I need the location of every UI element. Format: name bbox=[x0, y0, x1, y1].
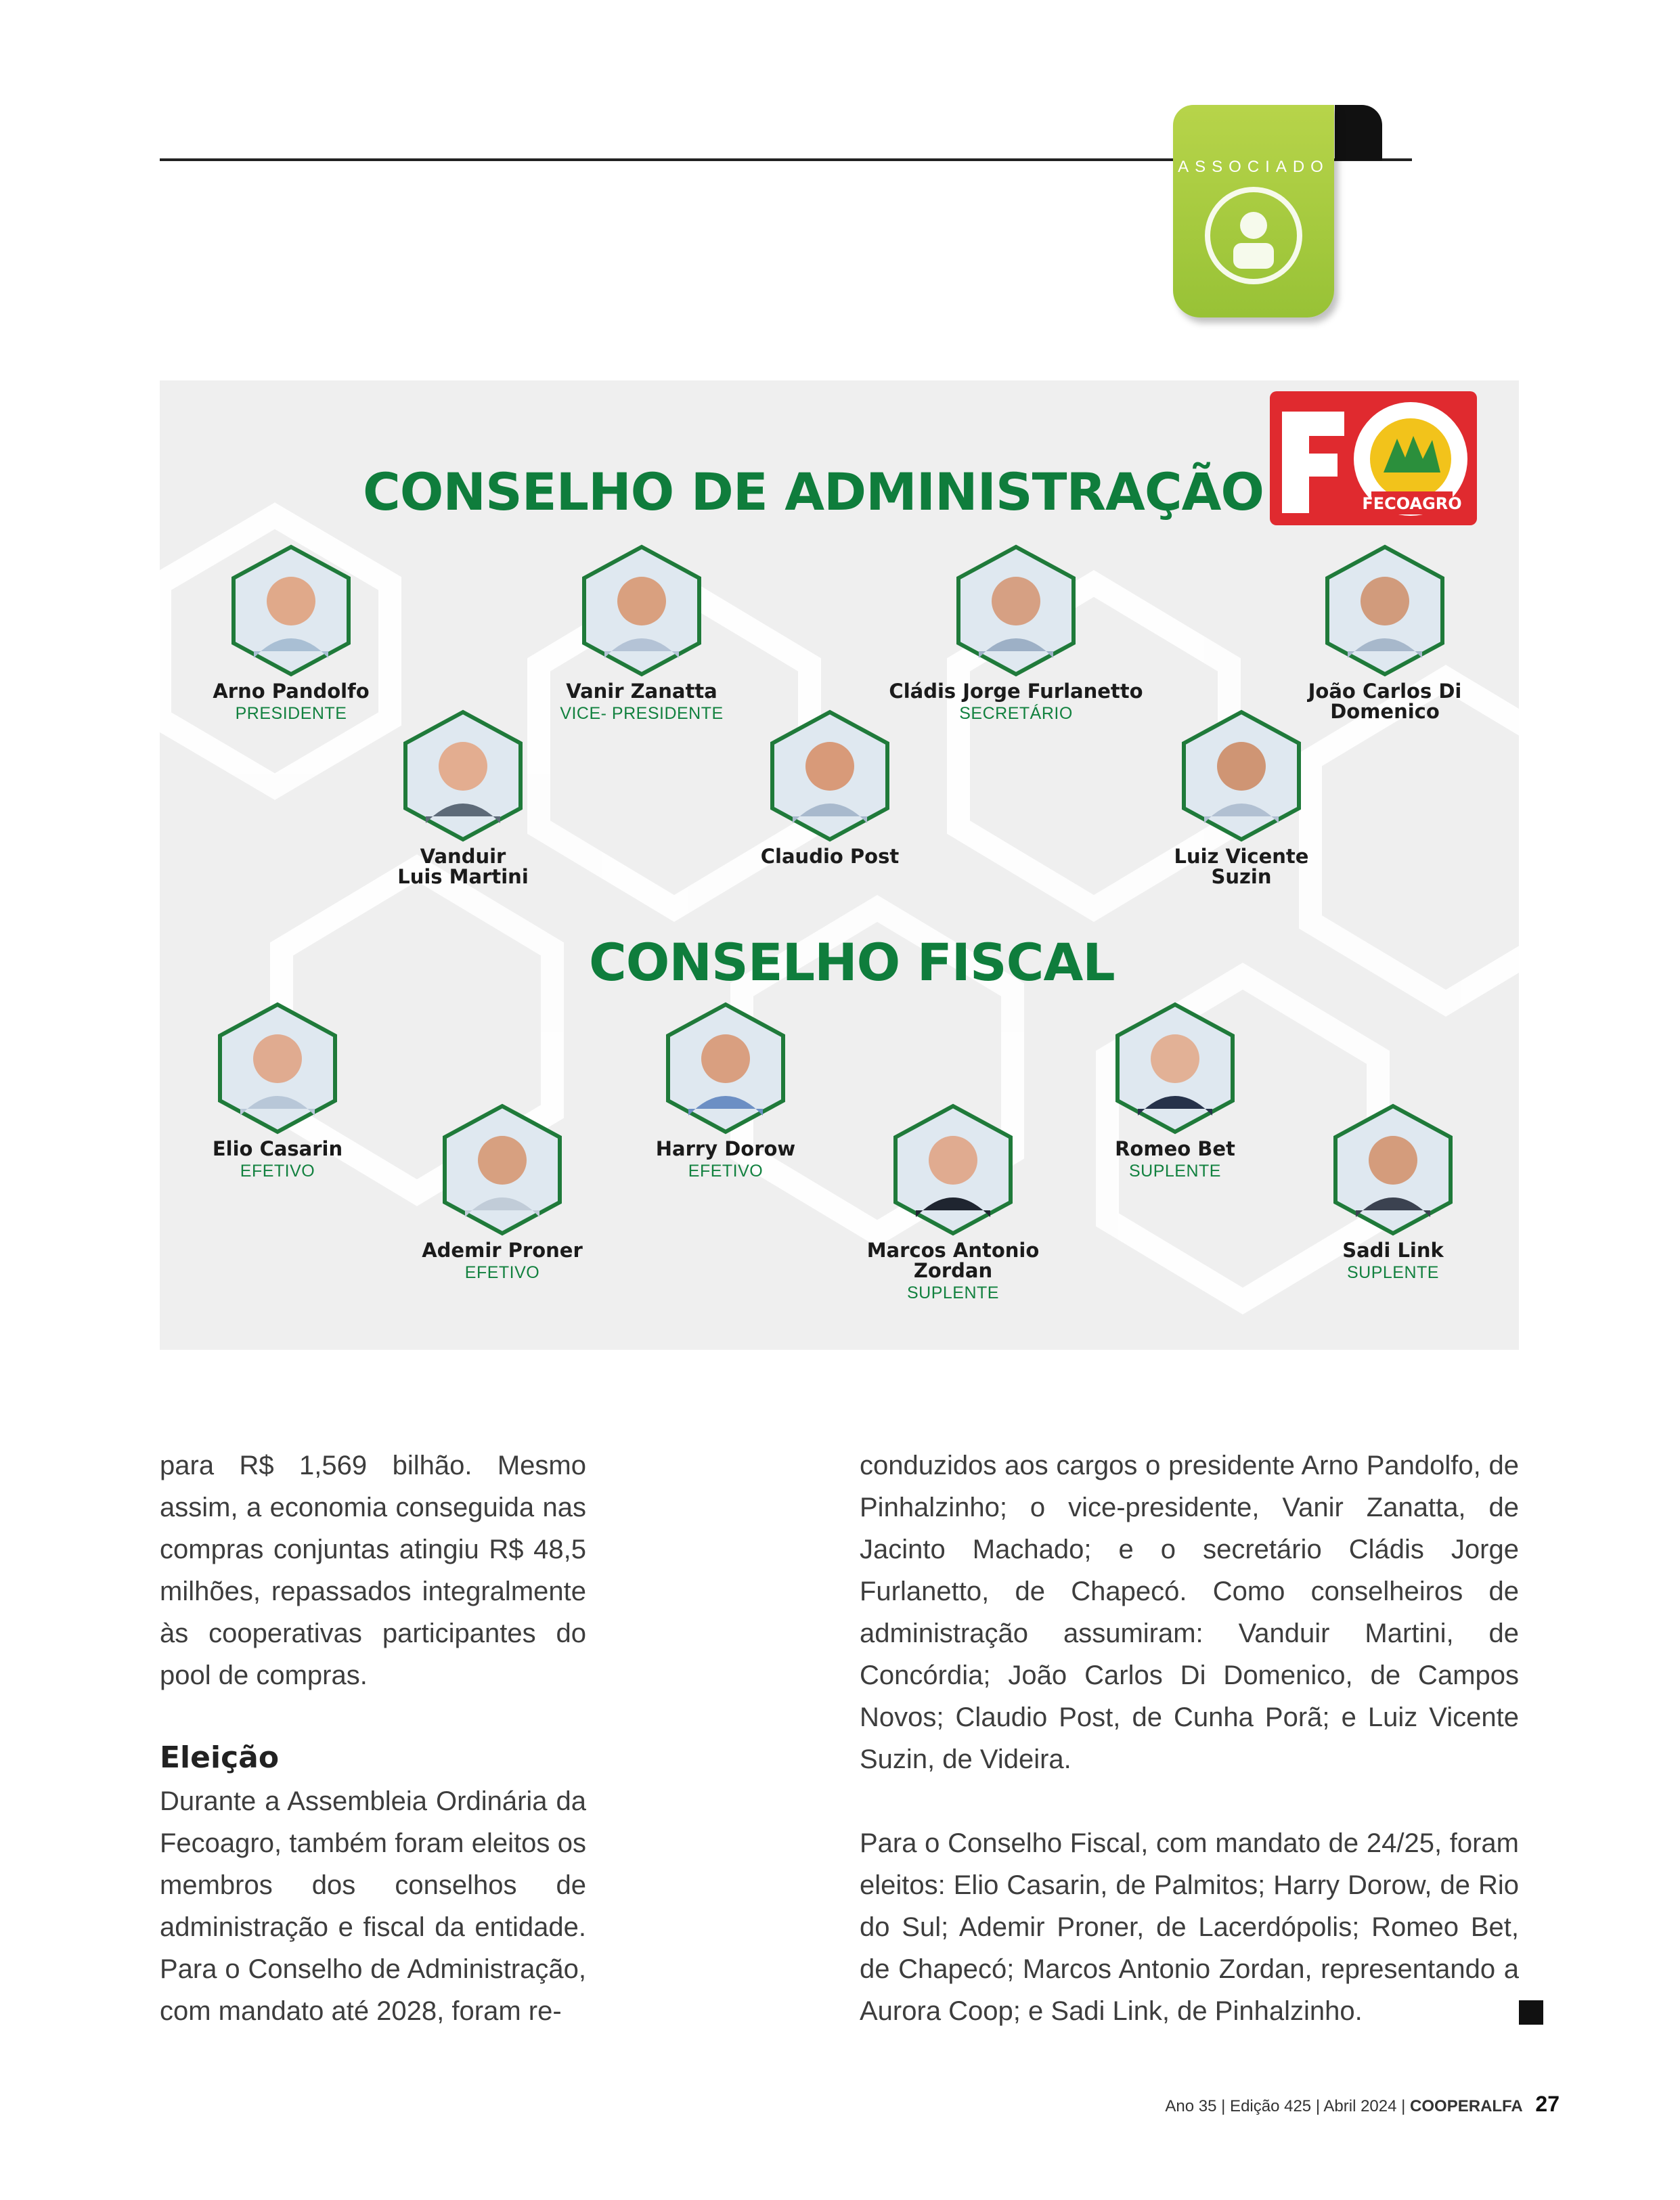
portrait-icon bbox=[889, 1102, 1017, 1237]
member-role: SECRETÁRIO bbox=[959, 704, 1073, 723]
badge-label: ASSOCIADO bbox=[1178, 158, 1329, 176]
member-name: Vanir Zanatta bbox=[566, 680, 717, 703]
member-sadi-link bbox=[1285, 1102, 1501, 1283]
logo-label: FECOAGRO bbox=[1362, 494, 1462, 513]
member-elio-casarin bbox=[169, 1000, 386, 1181]
member-name: Cládis Jorge Furlanetto bbox=[889, 680, 1143, 703]
member-arno-pandolfo bbox=[183, 543, 399, 724]
heading-conselho-fiscal: CONSELHO FISCAL bbox=[589, 932, 1115, 992]
member-role: SUPLENTE bbox=[907, 1283, 999, 1302]
portrait-icon bbox=[213, 1000, 342, 1136]
member-role: SUPLENTE bbox=[1347, 1263, 1439, 1282]
member-name: Harry Dorow bbox=[655, 1137, 796, 1160]
paragraph: para R$ 1,569 bilhão. Mesmo assim, a economia conseguida nas compras conjuntas atingiu R$ 48,5 milhões, repassados integralmente às cooperativas participantes do pool de compras. bbox=[160, 1451, 586, 1690]
portrait-icon bbox=[661, 1000, 790, 1136]
portrait-icon bbox=[577, 543, 706, 678]
member-name: Marcos Antonio Zordan bbox=[866, 1239, 1040, 1282]
member-name: Elio Casarin bbox=[212, 1137, 343, 1160]
member-name: Arno Pandolfo bbox=[213, 680, 370, 703]
paragraph: conduzidos aos cargos o presidente Arno Pandolfo, de Pinhalzinho; o vice-presidente, Vanir Zanatta, de Jacinto Machado; e o secretário Cládis Jorge Furlanetto, de Chapecó. Como conselheiros de administração assumiram: Vanduir Martini, de Concórdia; João Carlos Di Domenico, de Campos Novos; Claudio Post, de Cunha Porã; e Luiz Vicente Suzin, de Videira. bbox=[860, 1451, 1519, 1774]
associado-badge bbox=[1173, 105, 1334, 317]
paragraph: Para o Conselho Fiscal, com mandato de 24/25, foram eleitos: Elio Casarin, de Palmitos; Harry Dorow, de Rio do Sul; Ademir Proner, de Lacerdópolis; Romeo Bet, de Chapecó; Marcos Antonio Zordan, representando a Aurora Coop; e Sadi Link, de Pinhalzinho. bbox=[860, 1828, 1519, 2026]
end-of-article-mark bbox=[1519, 2000, 1543, 2025]
member-name: Romeo Bet bbox=[1115, 1137, 1235, 1160]
member-role: EFETIVO bbox=[240, 1162, 315, 1181]
member-romeo-bet bbox=[1067, 1000, 1283, 1181]
member-luiz-vicente-suzin bbox=[1133, 708, 1350, 887]
portrait-icon bbox=[227, 543, 355, 678]
member-harry-dorow bbox=[617, 1000, 834, 1181]
member-name: Sadi Link bbox=[1342, 1239, 1444, 1262]
member-role: VICE- PRESIDENTE bbox=[560, 704, 724, 723]
portrait-icon bbox=[399, 708, 527, 843]
member-role: EFETIVO bbox=[688, 1162, 764, 1181]
member-name: Vanduir Luis Martini bbox=[397, 845, 529, 888]
member-joao-carlos-di-domenico bbox=[1283, 543, 1486, 722]
fecoagro-logo bbox=[1270, 391, 1477, 525]
portrait-icon bbox=[1329, 1102, 1457, 1237]
portrait-icon bbox=[952, 543, 1080, 678]
member-claudio-post bbox=[722, 708, 938, 866]
member-ademir-proner bbox=[394, 1102, 611, 1283]
issue-info: Ano 35 | Edição 425 | Abril 2024 | bbox=[1165, 2097, 1406, 2115]
member-vanduir-luis-martini bbox=[355, 708, 571, 887]
member-cladis-jorge-furlanetto bbox=[874, 543, 1158, 724]
paragraph: Durante a Assembleia Ordinária da Fecoagro, também foram eleitos os membros dos conselhos de administração e fiscal da entidade. Para o Conselho de Administração, com mandato até 2028, foram re- bbox=[160, 1786, 586, 2026]
councils-graphic bbox=[160, 380, 1519, 1350]
article-column-right bbox=[860, 1445, 1519, 2032]
portrait-icon bbox=[438, 1102, 567, 1237]
portrait-icon bbox=[1177, 708, 1306, 843]
member-role: EFETIVO bbox=[464, 1263, 540, 1282]
member-name: Luiz Vicente Suzin bbox=[1174, 845, 1309, 888]
magazine-brand: COOPERALFA bbox=[1410, 2097, 1523, 2115]
heading-conselho-administracao: CONSELHO DE ADMINISTRAÇÃO bbox=[363, 462, 1264, 522]
member-name: Ademir Proner bbox=[422, 1239, 583, 1262]
article-column-left bbox=[160, 1445, 586, 2032]
page-number: 27 bbox=[1535, 2092, 1560, 2116]
portrait-icon bbox=[766, 708, 894, 843]
member-role: SUPLENTE bbox=[1129, 1162, 1221, 1181]
user-icon bbox=[1203, 185, 1304, 286]
member-name: Claudio Post bbox=[760, 845, 900, 868]
section-heading-eleicao: Eleição bbox=[160, 1740, 280, 1775]
page-footer bbox=[1165, 2092, 1560, 2117]
member-vanir-zanatta bbox=[533, 543, 750, 724]
member-marcos-antonio-zordan bbox=[845, 1102, 1061, 1303]
portrait-icon bbox=[1111, 1000, 1239, 1136]
member-role: PRESIDENTE bbox=[235, 704, 347, 723]
portrait-icon bbox=[1321, 543, 1449, 678]
member-name: João Carlos Di Domenico bbox=[1308, 680, 1462, 723]
badge-fold bbox=[1335, 105, 1382, 160]
